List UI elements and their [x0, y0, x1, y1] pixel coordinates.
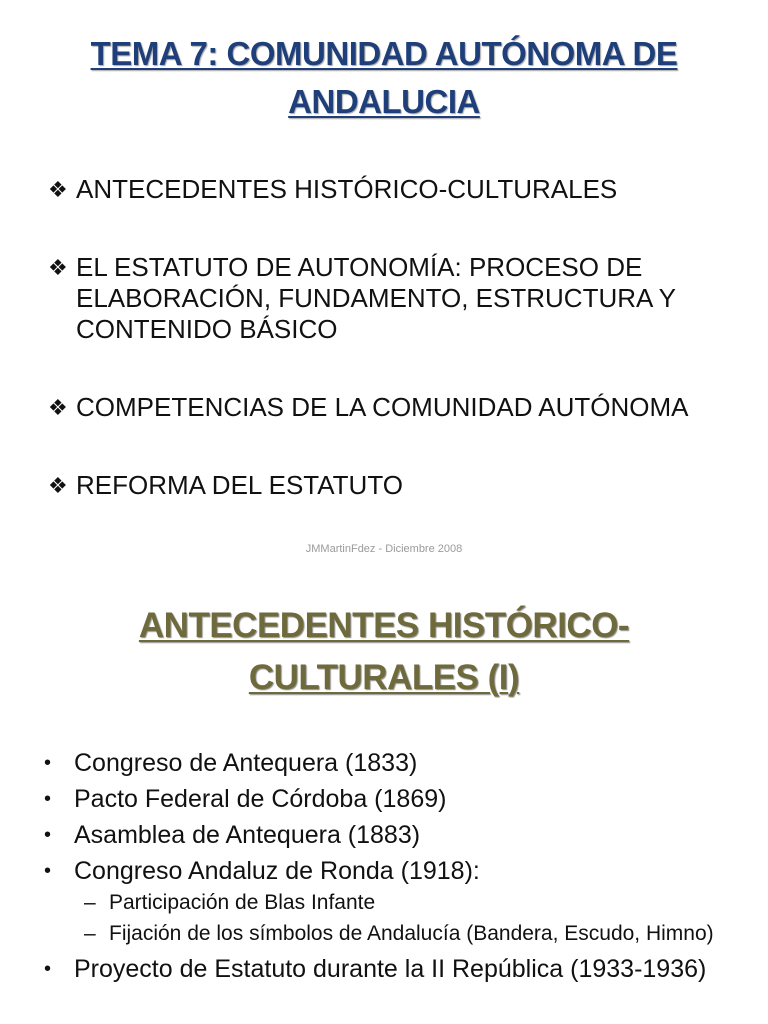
sublist-item-text: Fijación de los símbolos de Andalucía (Bandera, Escudo, Himno) [109, 922, 714, 945]
bullet-icon: • [44, 824, 52, 846]
topic-item-text: ANTECEDENTES HISTÓRICO-CULTURALES [76, 174, 618, 204]
diamond-bullet-icon: ❖ [48, 473, 68, 498]
slide-2 [0, 578, 768, 1024]
list-item [44, 782, 744, 816]
dash-bullet-icon: – [84, 922, 96, 945]
slide-1-title: TEMA 7: COMUNIDAD AUTÓNOMA DE ANDALUCIA [90, 35, 678, 120]
dash-bullet-icon: – [84, 891, 96, 914]
list-item [44, 746, 744, 780]
bullet-icon: • [44, 752, 52, 774]
topic-item-text: COMPETENCIAS DE LA COMUNIDAD AUTÓNOMA [76, 392, 689, 422]
sublist [44, 890, 744, 946]
bullet-icon: • [44, 958, 52, 980]
list-item-text: Congreso de Antequera (1833) [74, 749, 418, 777]
sublist-container [44, 890, 744, 946]
slide-2-bullet-list [44, 746, 744, 988]
list-item [44, 952, 744, 986]
slide-2-title: ANTECEDENTES HISTÓRICO-CULTURALES (I) [138, 606, 630, 697]
list-item [44, 854, 744, 888]
list-item-text: Congreso Andaluz de Ronda (1918): [74, 857, 480, 885]
diamond-bullet-icon: ❖ [48, 255, 68, 280]
diamond-bullet-icon: ❖ [48, 177, 68, 202]
topic-item [48, 470, 738, 501]
sublist-item-text: Participación de Blas Infante [109, 891, 376, 914]
list-item [44, 818, 744, 852]
topic-item [48, 252, 738, 345]
slide-1-footer: JMMartinFdez - Diciembre 2008 [305, 543, 463, 555]
list-item-text: Pacto Federal de Córdoba (1869) [74, 785, 447, 813]
topic-item [48, 392, 738, 423]
list-item-text: Proyecto de Estatuto durante la II República (1933-1936) [74, 955, 707, 983]
bullet-icon: • [44, 788, 52, 810]
topic-item-text: REFORMA DEL ESTATUTO [76, 470, 403, 500]
slide-1-topic-list [48, 174, 738, 548]
list-item-text: Asamblea de Antequera (1883) [74, 821, 421, 849]
bullet-icon: • [44, 860, 52, 882]
diamond-bullet-icon: ❖ [48, 395, 68, 420]
topic-item-text: EL ESTATUTO DE AUTONOMÍA: PROCESO DE ELABORACIÓN, FUNDAMENTO, ESTRUCTURA Y CONTENIDO BÁSICO [76, 252, 676, 344]
sublist-item [84, 921, 744, 946]
topic-item [48, 174, 738, 205]
sublist-item [84, 890, 744, 915]
